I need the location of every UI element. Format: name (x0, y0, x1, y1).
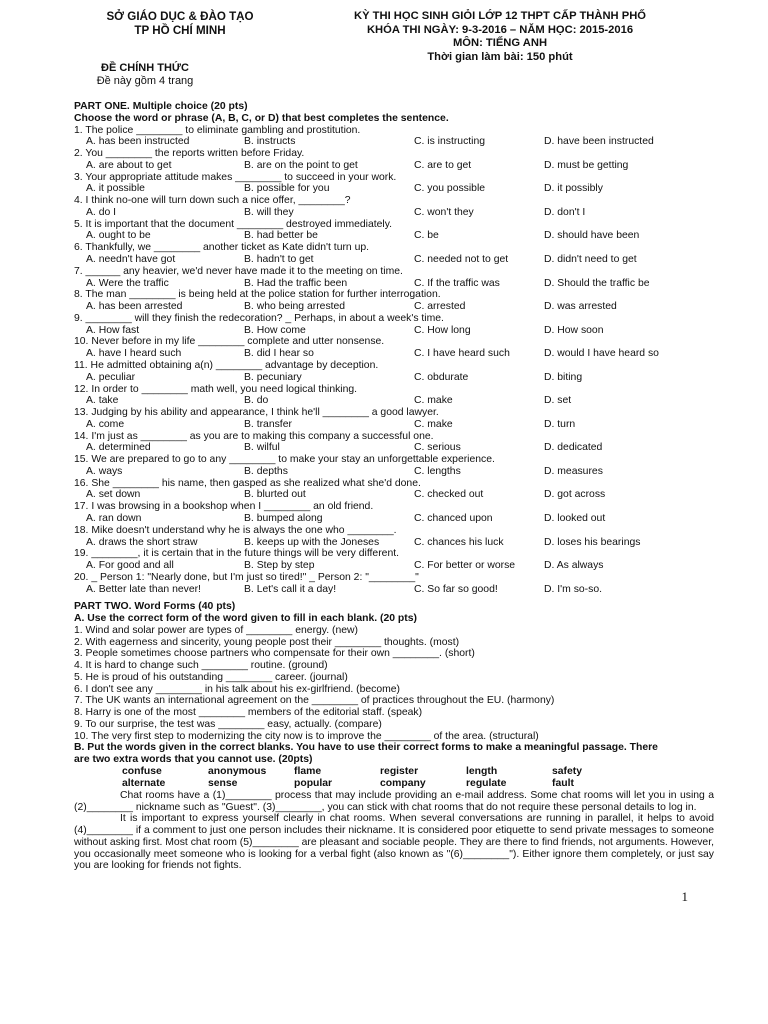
answer-options (74, 230, 714, 242)
answer-option: D. As always (544, 560, 604, 572)
answer-option: B. Let's call it a day! (244, 583, 337, 595)
answer-options (74, 584, 714, 596)
word-bank-item: popular (294, 777, 333, 789)
answer-option: C. How long (414, 324, 471, 336)
word-bank-item: register (380, 765, 419, 777)
answer-option: B. hadn't to get (244, 253, 314, 265)
answer-options (74, 537, 714, 549)
answer-options (74, 489, 714, 501)
word-bank-item: anonymous (208, 765, 267, 777)
answer-option: A. peculiar (86, 371, 136, 383)
answer-option: A. has been arrested (86, 301, 183, 313)
answer-option: C. So far so good! (414, 583, 498, 595)
answer-option: A. ran down (86, 513, 142, 524)
question-stem: 14. I'm just as ________ as you are to making this company a successful one. (74, 430, 434, 442)
answer-options (74, 395, 714, 407)
answer-option: C. is instructing (414, 136, 486, 148)
answer-option: A. have I heard such (86, 348, 182, 360)
question-stem: 8. The man ________ is being held at the police station for further interrogation. (74, 289, 441, 301)
answer-option: C. obdurate (414, 371, 469, 383)
answer-option: C. you possible (414, 183, 486, 195)
word-form-item: 1. Wind and solar power are types of ________ energy. (new) (74, 624, 358, 636)
answer-option: C. needed not to get (414, 253, 509, 265)
answer-option: B. had better be (244, 230, 318, 242)
city-name: TP HỒ CHÍ MINH (134, 24, 226, 38)
answer-option: D. turn (544, 418, 576, 430)
word-bank-item: regulate (466, 777, 507, 789)
question-stem: 16. She ________ his name, then gasped as she realized what she'd done. (74, 477, 421, 489)
answer-option: D. set (544, 395, 572, 407)
answer-option: A. do I (86, 206, 117, 218)
word-form-list (74, 625, 714, 743)
answer-option: D. measures (544, 465, 603, 477)
question-stem: 12. In order to ________ math well, you need logical thinking. (74, 383, 358, 395)
word-form-item: 9. To our surprise, the test was ________ easy, actually. (compare) (74, 718, 382, 730)
question-stem: 2. You ________ the reports written before Friday. (74, 148, 305, 160)
answer-option: B. who being arrested (244, 301, 346, 313)
answer-options (74, 160, 714, 172)
answer-option: C. make (414, 418, 453, 430)
part2-section-a: A. Use the correct form of the word given to fill in each blank. (20 pts) (74, 613, 417, 625)
answer-option: D. would I have heard so (544, 348, 659, 360)
page-number: 1 (681, 889, 688, 904)
answer-option: C. I have heard such (414, 348, 510, 360)
answer-option: C. If the traffic was (414, 277, 500, 289)
answer-option: A. come (86, 418, 125, 430)
exam-body (74, 101, 714, 872)
word-bank-item: sense (208, 777, 238, 789)
answer-options (74, 254, 714, 266)
answer-options (74, 207, 714, 219)
page-count-note: Đề này gồm 4 trang (96, 75, 194, 88)
word-form-item: 7. The UK wants an international agreement on the ________ of practices throughout the EU. (harmony) (74, 695, 555, 707)
answer-option: A. are about to get (86, 159, 172, 171)
answer-option: A. needn't have got (86, 253, 176, 265)
answer-option: B. blurted out (244, 489, 306, 501)
answer-option: C. make (414, 395, 453, 407)
answer-option: B. are on the point to get (244, 159, 358, 171)
question-stem: 4. I think no-one will turn down such a nice offer, ________? (74, 195, 351, 207)
answer-option: A. it possible (86, 183, 145, 195)
answer-option: B. did I hear so (244, 348, 314, 360)
answer-option: A. has been instructed (86, 136, 190, 148)
answer-option: B. Had the traffic been (244, 277, 348, 289)
exam-header (300, 10, 700, 65)
answer-options (74, 513, 714, 525)
answer-options (74, 278, 714, 290)
answer-option: B. depths (244, 465, 288, 477)
department-name: SỞ GIÁO DỤC & ĐÀO TẠO (106, 10, 254, 23)
answer-options (74, 466, 714, 478)
word-form-item: 3. People sometimes choose partners who compensate for their own ________. (short) (74, 648, 475, 660)
answer-option: A. take (86, 395, 119, 407)
answer-option: B. Step by step (244, 560, 315, 572)
word-bank-item: fault (552, 777, 574, 789)
answer-option: C. lengths (414, 465, 461, 477)
exam-date: KHÓA THI NGÀY: 9-3-2016 – NĂM HỌC: 2015-2016 (366, 23, 634, 36)
answer-option: C. checked out (414, 489, 484, 501)
answer-options (74, 301, 714, 313)
answer-option: B. bumped along (244, 513, 323, 524)
part1-title: PART ONE. Multiple choice (20 pts) (74, 101, 248, 112)
official-label (80, 62, 210, 88)
question-stem: 7. ______ any heavier, we'd never have made it to the meeting on time. (74, 265, 403, 277)
part2-section-b-line2: are two extra words that you cannot use. (20pts) (74, 754, 313, 766)
answer-option: C. be (414, 230, 439, 242)
word-form-item: 4. It is hard to change such ________ routine. (ground) (74, 660, 328, 672)
answer-option: D. should have been (544, 230, 640, 242)
answer-option: D. loses his bearings (544, 536, 641, 548)
part2-section-b-line1: B. Put the words given in the correct blanks. You have to use their correct forms to make a meaningful passage. There (74, 742, 658, 754)
word-form-item: 8. Harry is one of the most ________ members of the editorial staff. (speak) (74, 707, 423, 719)
answer-options (74, 372, 714, 384)
word-bank-item: alternate (122, 777, 166, 789)
word-bank-item: confuse (122, 765, 162, 777)
question-stem: 19. ________, it is certain that in the future things will be very different. (74, 548, 399, 560)
word-bank-item: length (466, 765, 498, 777)
answer-options (74, 183, 714, 195)
passage-paragraph: It is important to express yourself clearly in chat rooms. When several conversations are running in parallel, it helps to avoid (4)________ if a comment to just one person includes their nickname. It is considered poor etiquette to send private messages to someone without asking first. Most chat room (5)________ are pleasant and sociable people. They are there to find friends, not arguments. However, you occasionally meet someone who is looking for a verbal fight (also known as "(6)________"). Either ignore them completely, or just say you are looking for friends not fights. (74, 813, 714, 872)
question-stem: 6. Thankfully, we ________ another ticket as Kate didn't turn up. (74, 242, 370, 254)
answer-option: B. will they (244, 206, 294, 218)
exam-title: KỲ THI HỌC SINH GIỎI LỚP 12 THPT CẤP THÀNH PHỐ (354, 10, 646, 22)
answer-option: A. Were the traffic (86, 277, 169, 289)
answer-option: C. serious (414, 442, 461, 454)
answer-option: D. How soon (544, 324, 604, 336)
answer-option: A. set down (86, 489, 141, 501)
word-bank-row (74, 766, 714, 778)
answer-option: B. wilful (244, 442, 280, 454)
word-bank-item: company (380, 777, 426, 789)
answer-option: A. ought to be (86, 230, 151, 242)
cloze-passage (74, 790, 714, 872)
word-form-item: 5. He is proud of his outstanding ________ career. (journal) (74, 671, 348, 683)
passage-paragraph: Chat rooms have a (1)________ process that may include providing an e-mail address. Some chat rooms will let you in using a (2)________ nickname such as "Guest". (3)________, you can stick with chat rooms that do not require these personal details to log in. (74, 789, 714, 813)
answer-options (74, 560, 714, 572)
answer-option: D. didn't need to get (544, 253, 637, 265)
question-stem: 15. We are prepared to go to any ________ to make your stay an unforgettable experience. (74, 454, 495, 466)
answer-option: D. Should the traffic be (544, 277, 650, 289)
question-stem: 9. ________ will they finish the redecoration? _ Perhaps, in about a week's time. (74, 312, 444, 324)
answer-options (74, 136, 714, 148)
answer-option: B. do (244, 395, 269, 407)
answer-option: B. possible for you (244, 183, 330, 195)
answer-option: B. How come (244, 324, 306, 336)
question-stem: 3. Your appropriate attitude makes ________ to succeed in your work. (74, 171, 397, 183)
answer-option: A. For good and all (86, 560, 174, 572)
word-bank-item: safety (552, 765, 583, 777)
answer-option: C. won't they (414, 206, 474, 218)
part1-instruction: Choose the word or phrase (A, B, C, or D) that best completes the sentence. (74, 112, 449, 124)
answer-options (74, 442, 714, 454)
answer-option: C. are to get (414, 159, 472, 171)
answer-option: A. ways (86, 465, 123, 477)
answer-options (74, 325, 714, 337)
question-stem: 11. He admitted obtaining a(n) ________ advantage by deception. (74, 359, 379, 371)
word-bank-row (74, 778, 714, 790)
word-form-item: 2. With eagerness and sincerity, young people post their ________ thoughts. (most) (74, 636, 460, 648)
answer-option: B. instructs (244, 136, 296, 148)
answer-option: A. draws the short straw (86, 536, 198, 548)
question-stem: 10. Never before in my life ________ complete and utter nonsense. (74, 336, 385, 348)
answer-option: D. don't I (544, 206, 586, 218)
answer-option: B. transfer (244, 418, 292, 430)
answer-option: D. was arrested (544, 301, 617, 313)
answer-option: C. chanced upon (414, 513, 493, 524)
question-list (74, 125, 714, 596)
answer-option: C. For better or worse (414, 560, 516, 572)
part2-title: PART TWO. Word Forms (40 pts) (74, 601, 236, 613)
answer-option: D. it possibly (544, 183, 603, 195)
word-form-item: 6. I don't see any ________ in his talk about his ex-girlfriend. (become) (74, 683, 401, 695)
question-stem: 17. I was browsing in a bookshop when I ________ an old friend. (74, 501, 374, 513)
exam-subject: MÔN: TIẾNG ANH (452, 37, 548, 50)
answer-option: B. pecuniary (244, 371, 302, 383)
answer-option: D. I'm so-so. (544, 583, 602, 595)
official-title: ĐỀ CHÍNH THỨC (101, 62, 189, 74)
answer-options (74, 419, 714, 431)
exam-duration: Thời gian làm bài: 150 phút (427, 50, 573, 63)
answer-option: D. must be getting (544, 159, 629, 171)
answer-options (74, 348, 714, 360)
question-stem: 20. _ Person 1: "Nearly done, but I'm just so tired!" _ Person 2: "________" (74, 571, 419, 583)
answer-option: D. got across (544, 489, 606, 501)
question-stem: 18. Mike doesn't understand why he is always the one who ________. (74, 524, 397, 536)
question-stem: 5. It is important that the document ________ destroyed immediately. (74, 218, 393, 230)
answer-option: A. Better late than never! (86, 583, 201, 595)
answer-option: D. biting (544, 371, 583, 383)
answer-option: C. chances his luck (414, 536, 504, 548)
answer-option: C. arrested (414, 301, 466, 313)
word-form-item: 10. The very first step to modernizing the city now is to improve the ________ of the area. (structural) (74, 730, 539, 742)
answer-option: B. keeps up with the Joneses (244, 536, 380, 548)
answer-option: A. determined (86, 442, 151, 454)
answer-option: D. have been instructed (544, 136, 654, 148)
department-header (70, 10, 290, 39)
question-stem: 1. The police ________ to eliminate gambling and prostitution. (74, 124, 361, 136)
answer-option: A. How fast (86, 324, 140, 336)
question-stem: 13. Judging by his ability and appearance, I think he'll ________ a good lawyer. (74, 407, 439, 419)
answer-option: D. dedicated (544, 442, 603, 454)
answer-option: D. looked out (544, 513, 606, 524)
word-bank-item: flame (294, 765, 322, 777)
